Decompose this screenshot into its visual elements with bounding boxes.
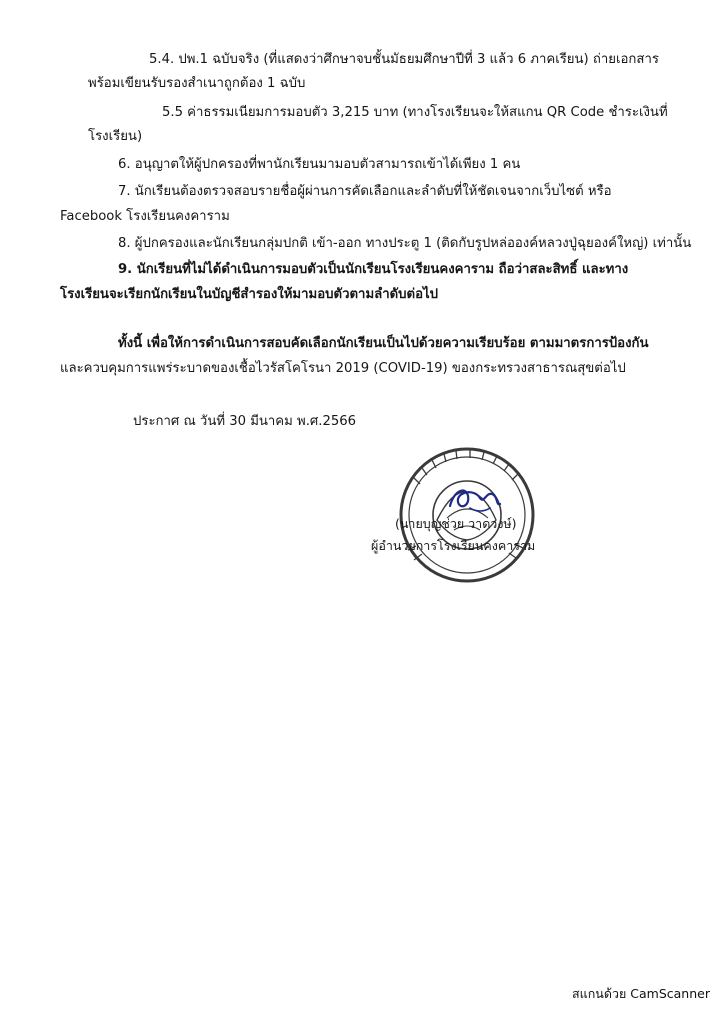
- closing-paragraph-line-1: ทั้งนี้ เพื่อให้การดำเนินการสอบคัดเลือกนักเรียนเป็นไปด้วยความเรียบร้อย ตามมาตรการป้องกัน: [118, 336, 649, 351]
- camscanner-watermark: สแกนด้วย CamScanner: [572, 986, 710, 1001]
- closing-paragraph-line-2: และควบคุมการแพร่ระบาดของเชื้อไวรัสโคโรนา 2019 (COVID-19) ของกระทรวงสาธารณสุขต่อไป: [60, 361, 626, 376]
- item-7-line-2: Facebook โรงเรียนคงคาราม: [60, 209, 230, 224]
- item-8: 8. ผู้ปกครองและนักเรียนกลุ่มปกติ เข้า-ออก ทางประตู 1 (ติดกับรูปหล่อองค์หลวงปู่ฉุยองค์ใหญ่) เท่านั้น: [118, 236, 692, 251]
- item-5-5-line-2: โรงเรียน): [88, 129, 143, 144]
- item-6: 6. อนุญาตให้ผู้ปกครองที่พานักเรียนมามอบตัวสามารถเข้าได้เพียง 1 คน: [118, 157, 521, 172]
- handwritten-signature: [440, 478, 510, 518]
- item-9-line-2: โรงเรียนจะเรียกนักเรียนในบัญชีสำรองให้มามอบตัวตามลำดับต่อไป: [60, 287, 439, 302]
- item-9-line-1: 9. นักเรียนที่ไม่ได้ดำเนินการมอบตัวเป็นนักเรียนโรงเรียนคงคาราม ถือว่าสละสิทธิ์ และทาง: [118, 262, 629, 277]
- signatory-name: (นายบุญช่วย วาดวงษ์): [395, 516, 517, 531]
- item-5-5-line-1: 5.5 ค่าธรรมเนียมการมอบตัว 3,215 บาท (ทางโรงเรียนจะให้สแกน QR Code ชำระเงินที่: [162, 105, 668, 120]
- item-5-4-line-1: 5.4. ปพ.1 ฉบับจริง (ที่แสดงว่าศึกษาจบชั้นมัธยมศึกษาปีที่ 3 แล้ว 6 ภาคเรียน) ถ่ายเอกสาร: [149, 52, 659, 67]
- signatory-title: ผู้อำนวยการโรงเรียนคงคาราม: [371, 538, 536, 553]
- item-5-4-line-2: พร้อมเขียนรับรองสำเนาถูกต้อง 1 ฉบับ: [88, 76, 306, 91]
- announcement-date: ประกาศ ณ วันที่ 30 มีนาคม พ.ศ.2566: [133, 414, 357, 429]
- item-7-line-1: 7. นักเรียนต้องตรวจสอบรายชื่อผู้ผ่านการคัดเลือกและลำดับที่ให้ชัดเจนจากเว็บไซต์ หรือ: [118, 184, 612, 199]
